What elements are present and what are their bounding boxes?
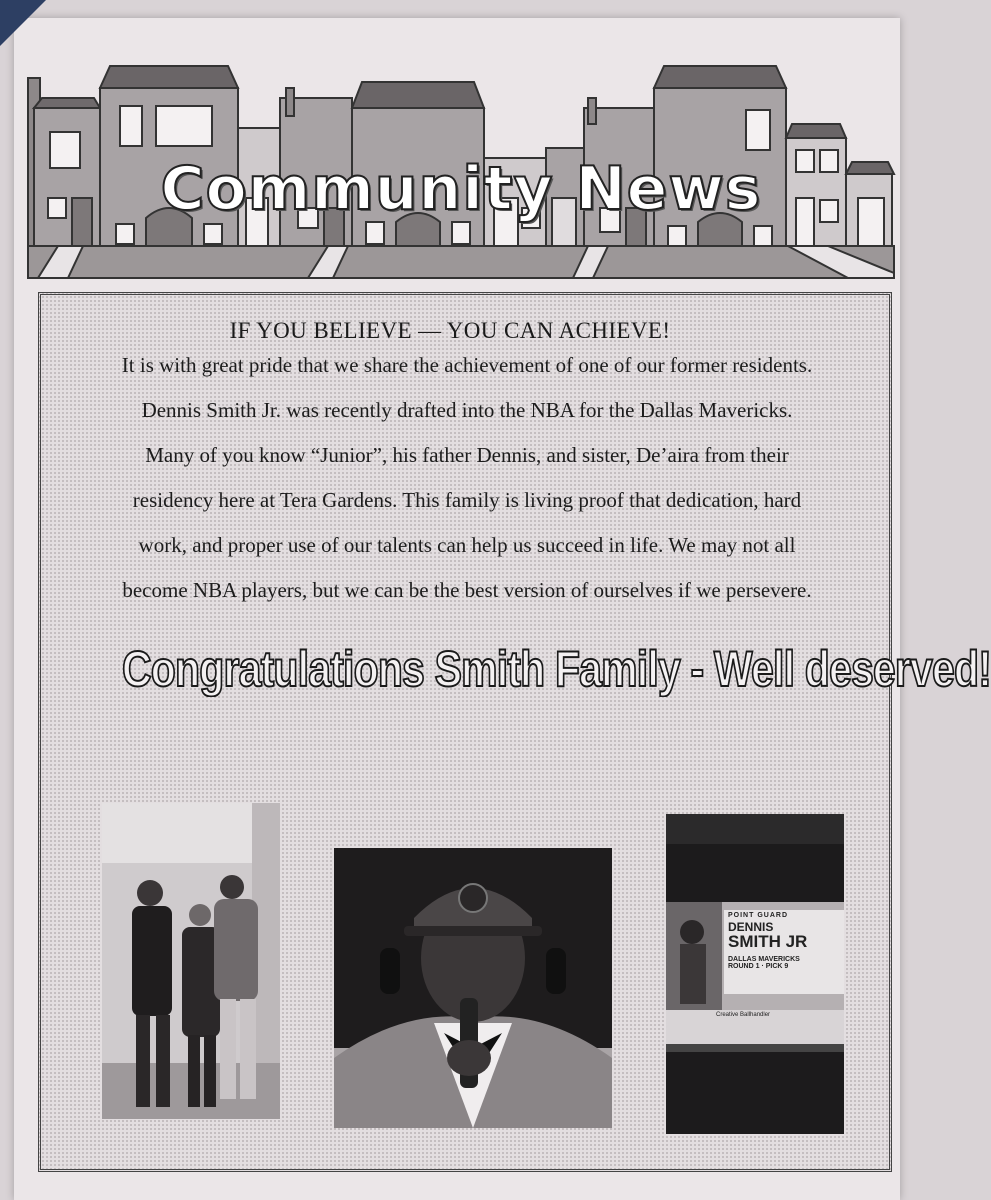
position-label: POINT GUARD <box>728 912 788 919</box>
article-line: residency here at Tera Gardens. This family is living proof that dedication, hard <box>132 488 802 512</box>
article-line: work, and proper use of our talents can help us succeed in life. We may not all <box>138 533 796 557</box>
portrait-photo <box>334 848 612 1128</box>
player-team: DALLAS MAVERICKS <box>728 956 800 963</box>
player-last-name: SMITH JR <box>728 932 808 951</box>
article-body <box>48 343 886 613</box>
article-line: Many of you know “Junior”, his father Dennis, and sister, De’aira from their <box>145 443 789 467</box>
article-line: Dennis Smith Jr. was recently drafted into the NBA for the Dallas Mavericks. <box>141 398 793 422</box>
article-headline: IF YOU BELIEVE — YOU CAN ACHIEVE! <box>229 318 671 343</box>
article-line: It is with great pride that we share the achievement of one of our former residents. <box>121 353 813 377</box>
article-line: become NBA players, but we can be the best version of ourselves if we persevere. <box>122 578 812 602</box>
congratulations-banner: Congratulations Smith Family - Well deserved! <box>122 641 991 697</box>
houses-banner <box>28 58 894 288</box>
draft-graphic <box>728 912 844 970</box>
family-photo <box>102 803 280 1119</box>
background-corner <box>0 0 46 46</box>
masthead-title: Community News <box>160 154 762 224</box>
player-first-name: DENNIS <box>728 920 774 934</box>
draft-pick: ROUND 1 · PICK 9 <box>728 963 789 970</box>
draft-tv-photo <box>666 814 844 1134</box>
ticker-label: Creative Ballhandler <box>716 1012 771 1018</box>
